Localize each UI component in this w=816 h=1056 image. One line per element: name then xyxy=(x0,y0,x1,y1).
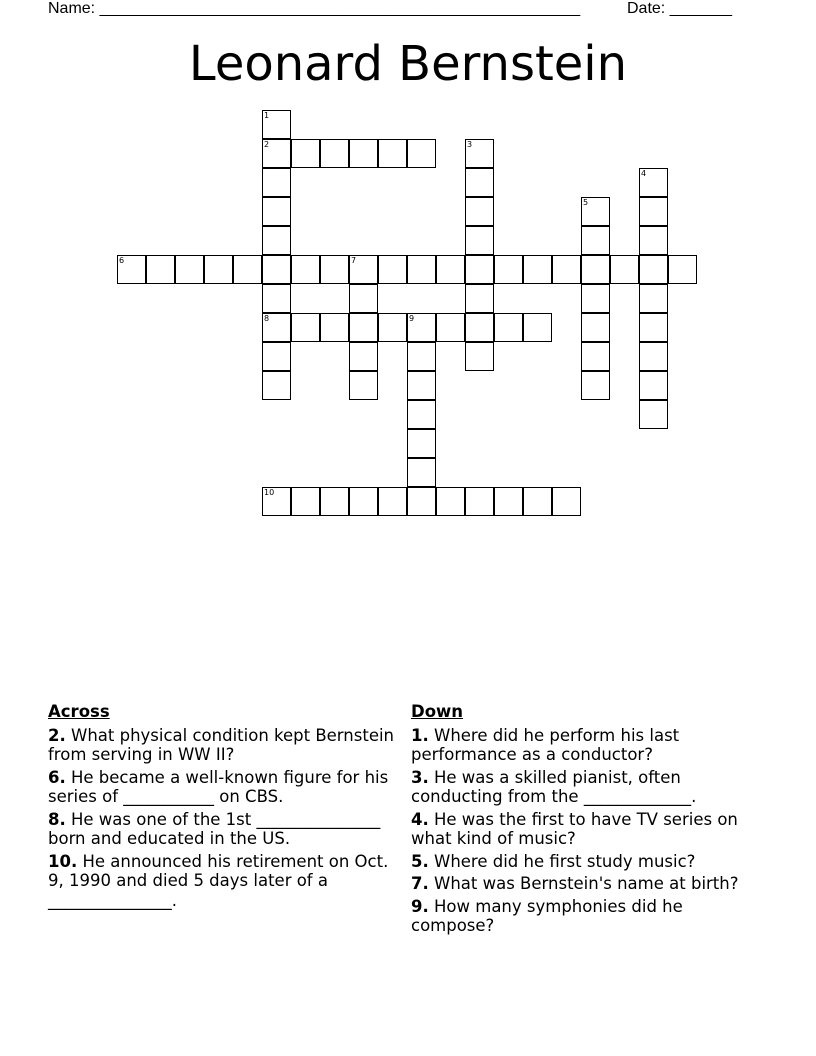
crossword-cell xyxy=(407,255,436,284)
cell-number: 9 xyxy=(409,314,415,323)
crossword-cell xyxy=(407,371,436,400)
cell-number: 1 xyxy=(264,111,270,120)
crossword-cell xyxy=(291,487,320,516)
clue-number: 9. xyxy=(411,896,429,916)
down-clues xyxy=(411,702,771,939)
crossword-cell xyxy=(465,226,494,255)
crossword-cell xyxy=(581,313,610,342)
crossword-cell xyxy=(349,342,378,371)
clue-text: He was a skilled pianist, often conducting from the _____________. xyxy=(411,767,697,806)
across-heading: Across xyxy=(48,702,110,721)
clue-number: 3. xyxy=(411,767,429,787)
clue-item xyxy=(411,874,771,894)
clue-item xyxy=(411,768,771,807)
crossword-cell xyxy=(262,226,291,255)
name-field-label: Name: ______________________________________________________ xyxy=(48,0,581,17)
cell-number: 3 xyxy=(467,140,473,149)
clue-item xyxy=(411,852,771,872)
clue-text: Where did he first study music? xyxy=(434,851,696,871)
crossword-cell xyxy=(639,284,668,313)
crossword-cell xyxy=(407,139,436,168)
clue-text: He was one of the 1st _______________ born and educated in the US. xyxy=(48,809,381,848)
crossword-cell xyxy=(320,139,349,168)
crossword-cell xyxy=(320,255,349,284)
crossword-cell xyxy=(465,284,494,313)
crossword-cell xyxy=(233,255,262,284)
crossword-cell xyxy=(262,255,291,284)
clue-number: 7. xyxy=(411,874,429,893)
crossword-cell xyxy=(639,255,668,284)
crossword-cell xyxy=(639,371,668,400)
crossword-cell xyxy=(291,139,320,168)
clue-number: 2. xyxy=(48,725,66,745)
crossword-cell xyxy=(581,197,610,226)
crossword-cell xyxy=(581,342,610,371)
cell-number: 7 xyxy=(351,256,357,265)
crossword-cell xyxy=(349,371,378,400)
crossword-cell xyxy=(465,487,494,516)
crossword-cell xyxy=(552,255,581,284)
down-heading: Down xyxy=(411,702,464,721)
crossword-cell xyxy=(407,342,436,371)
crossword-cell xyxy=(262,371,291,400)
crossword-cell xyxy=(378,487,407,516)
crossword-cell xyxy=(291,313,320,342)
crossword-cell xyxy=(639,197,668,226)
crossword-cell xyxy=(262,487,291,516)
cell-number: 10 xyxy=(264,488,275,497)
crossword-cell xyxy=(581,371,610,400)
crossword-cell xyxy=(175,255,204,284)
crossword-cell xyxy=(465,342,494,371)
crossword-cell xyxy=(262,313,291,342)
crossword-cell xyxy=(262,197,291,226)
crossword-cell xyxy=(349,255,378,284)
date-field-label: Date: _______ xyxy=(627,0,732,17)
crossword-cell xyxy=(668,255,697,284)
crossword-cell xyxy=(581,284,610,313)
clue-text: He was the first to have TV series on what kind of music? xyxy=(411,809,738,848)
clue-item xyxy=(48,852,408,911)
crossword-cell xyxy=(262,342,291,371)
crossword-cell xyxy=(407,458,436,487)
crossword-cell xyxy=(291,255,320,284)
crossword-cell xyxy=(639,226,668,255)
crossword-cell xyxy=(407,400,436,429)
clue-text: What physical condition kept Bernstein from serving in WW II? xyxy=(48,725,395,764)
clue-item xyxy=(48,768,408,807)
crossword-cell xyxy=(436,313,465,342)
cell-number: 8 xyxy=(264,314,270,323)
crossword-cell xyxy=(262,139,291,168)
crossword-cell xyxy=(349,284,378,313)
crossword-cell xyxy=(639,313,668,342)
crossword-cell xyxy=(639,400,668,429)
crossword-cell xyxy=(262,110,291,139)
crossword-cell xyxy=(378,255,407,284)
crossword-cell xyxy=(581,255,610,284)
clue-number: 8. xyxy=(48,809,66,829)
clue-text: How many symphonies did he compose? xyxy=(411,896,683,935)
crossword-cell xyxy=(639,342,668,371)
crossword-cell xyxy=(465,255,494,284)
across-clues xyxy=(48,702,408,913)
crossword-cell xyxy=(204,255,233,284)
crossword-cell xyxy=(349,313,378,342)
page-title: Leonard Bernstein xyxy=(188,36,628,92)
crossword-cell xyxy=(494,313,523,342)
crossword-cell xyxy=(639,168,668,197)
crossword-cell xyxy=(494,255,523,284)
clue-number: 1. xyxy=(411,725,429,745)
clue-item xyxy=(411,726,771,765)
crossword-cell xyxy=(523,255,552,284)
clue-text: Where did he perform his last performance as a conductor? xyxy=(411,725,680,764)
crossword-cell xyxy=(523,487,552,516)
crossword-cell xyxy=(146,255,175,284)
crossword-cell xyxy=(436,487,465,516)
crossword-cell xyxy=(581,226,610,255)
crossword-cell xyxy=(465,313,494,342)
cell-number: 5 xyxy=(583,198,589,207)
crossword-cell xyxy=(407,487,436,516)
clue-item xyxy=(411,810,771,849)
clue-number: 5. xyxy=(411,851,429,871)
cell-number: 6 xyxy=(119,256,125,265)
clue-number: 10. xyxy=(48,851,78,871)
crossword-cell xyxy=(320,487,349,516)
crossword-cell xyxy=(349,487,378,516)
crossword-cell xyxy=(610,255,639,284)
clue-item xyxy=(48,726,408,765)
clue-text: He announced his retirement on Oct. 9, 1990 and died 5 days later of a _______________. xyxy=(48,851,389,910)
crossword-cell xyxy=(465,139,494,168)
clue-item xyxy=(411,897,771,936)
cell-number: 4 xyxy=(641,169,647,178)
crossword-cell xyxy=(117,255,146,284)
crossword-cell xyxy=(465,168,494,197)
crossword-cell xyxy=(465,197,494,226)
crossword-cell xyxy=(378,313,407,342)
crossword-cell xyxy=(349,139,378,168)
clue-item xyxy=(48,810,408,849)
crossword-cell xyxy=(262,284,291,313)
crossword-cell xyxy=(378,139,407,168)
crossword-cell xyxy=(523,313,552,342)
crossword-cell xyxy=(436,255,465,284)
clue-number: 4. xyxy=(411,809,429,829)
crossword-cell xyxy=(262,168,291,197)
crossword-cell xyxy=(320,313,349,342)
crossword-cell xyxy=(407,313,436,342)
clue-number: 6. xyxy=(48,767,66,787)
clue-text: He became a well-known figure for his series of ___________ on CBS. xyxy=(48,767,389,806)
crossword-cell xyxy=(552,487,581,516)
cell-number: 2 xyxy=(264,140,270,149)
crossword-cell xyxy=(407,429,436,458)
clue-text: What was Bernstein's name at birth? xyxy=(434,874,739,893)
crossword-cell xyxy=(494,487,523,516)
